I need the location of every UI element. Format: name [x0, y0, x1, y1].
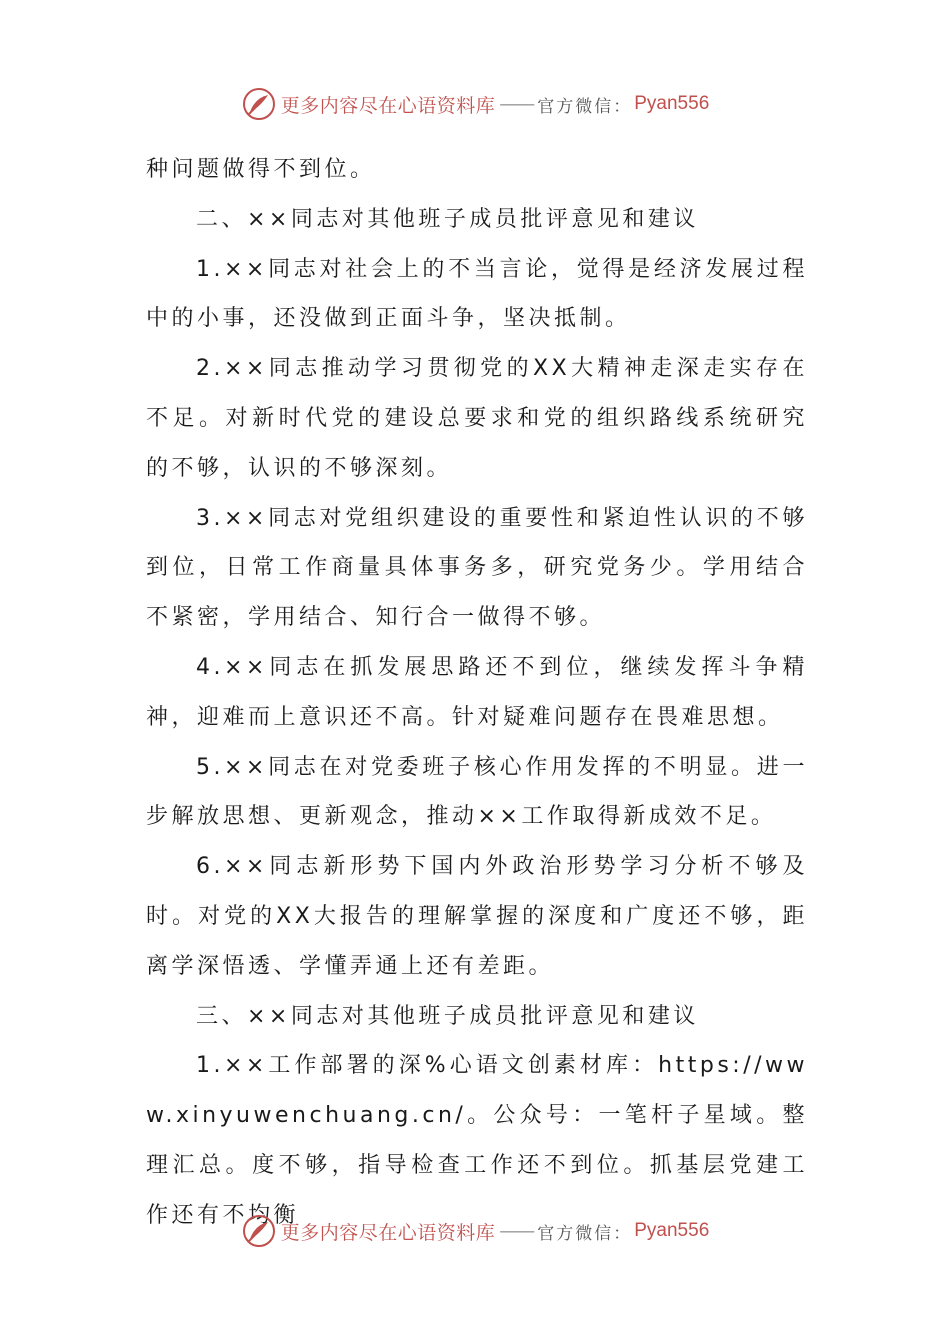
- pen-logo-icon: [241, 1213, 277, 1249]
- section-heading-2: 二、××同志对其他班子成员批评意见和建议: [196, 206, 699, 232]
- header-banner: [0, 84, 950, 124]
- banner-separator: ——: [499, 1220, 534, 1242]
- paragraph-continuation: 种问题做得不到位。: [146, 157, 376, 182]
- paragraph-item-4: 4.××同志在抓发展思路还不到位，继续发挥斗争精神，迎难而上意识还不高。针对疑难问题存在畏难思想。: [146, 654, 808, 730]
- banner-wechat-id: Pyan556: [634, 93, 710, 114]
- pen-logo-icon: [241, 86, 277, 122]
- banner-separator: ——: [499, 93, 534, 115]
- banner-brand: 更多内容尽在心语资料库: [280, 1221, 496, 1244]
- banner-official-label: 官方微信：: [537, 96, 633, 117]
- banner-brand: 更多内容尽在心语资料库: [280, 94, 496, 117]
- section-heading-3: 三、××同志对其他班子成员批评意见和建议: [196, 1003, 699, 1029]
- paragraph-item-3-1: 1.××工作部署的深%心语文创素材库：https://www.xinyuwenchuang.cn/。公众号：一笔杆子星域。整理汇总。度不够，指导检查工作还不到位。抓基层党建工作还有不均衡: [146, 1053, 808, 1228]
- paragraph-item-6: 6.××同志新形势下国内外政治形势学习分析不够及时。对党的XX大报告的理解掌握的深度和广度还不够，距离学深悟透、学懂弄通上还有差距。: [146, 854, 808, 979]
- footer-banner: [0, 1211, 950, 1251]
- paragraph-item-3: 3.××同志对党组织建设的重要性和紧迫性认识的不够到位，日常工作商量具体事务多，研究党务少。学用结合不紧密，学用结合、知行合一做得不够。: [146, 505, 808, 631]
- paragraph-item-2: 2.××同志推动学习贯彻党的XX大精神走深走实存在不足。对新时代党的建设总要求和党的组织路线系统研究的不够，认识的不够深刻。: [146, 356, 808, 481]
- banner-official-label: 官方微信：: [537, 1223, 633, 1244]
- banner-wechat-id: Pyan556: [634, 1220, 710, 1241]
- paragraph-item-5: 5.××同志在对党委班子核心作用发挥的不明显。进一步解放思想、更新观念，推动××工作取得新成效不足。: [146, 754, 808, 830]
- paragraph-item-1: 1.××同志对社会上的不当言论，觉得是经济发展过程中的小事，还没做到正面斗争，坚决抵制。: [146, 256, 808, 332]
- document-body: [146, 145, 808, 1241]
